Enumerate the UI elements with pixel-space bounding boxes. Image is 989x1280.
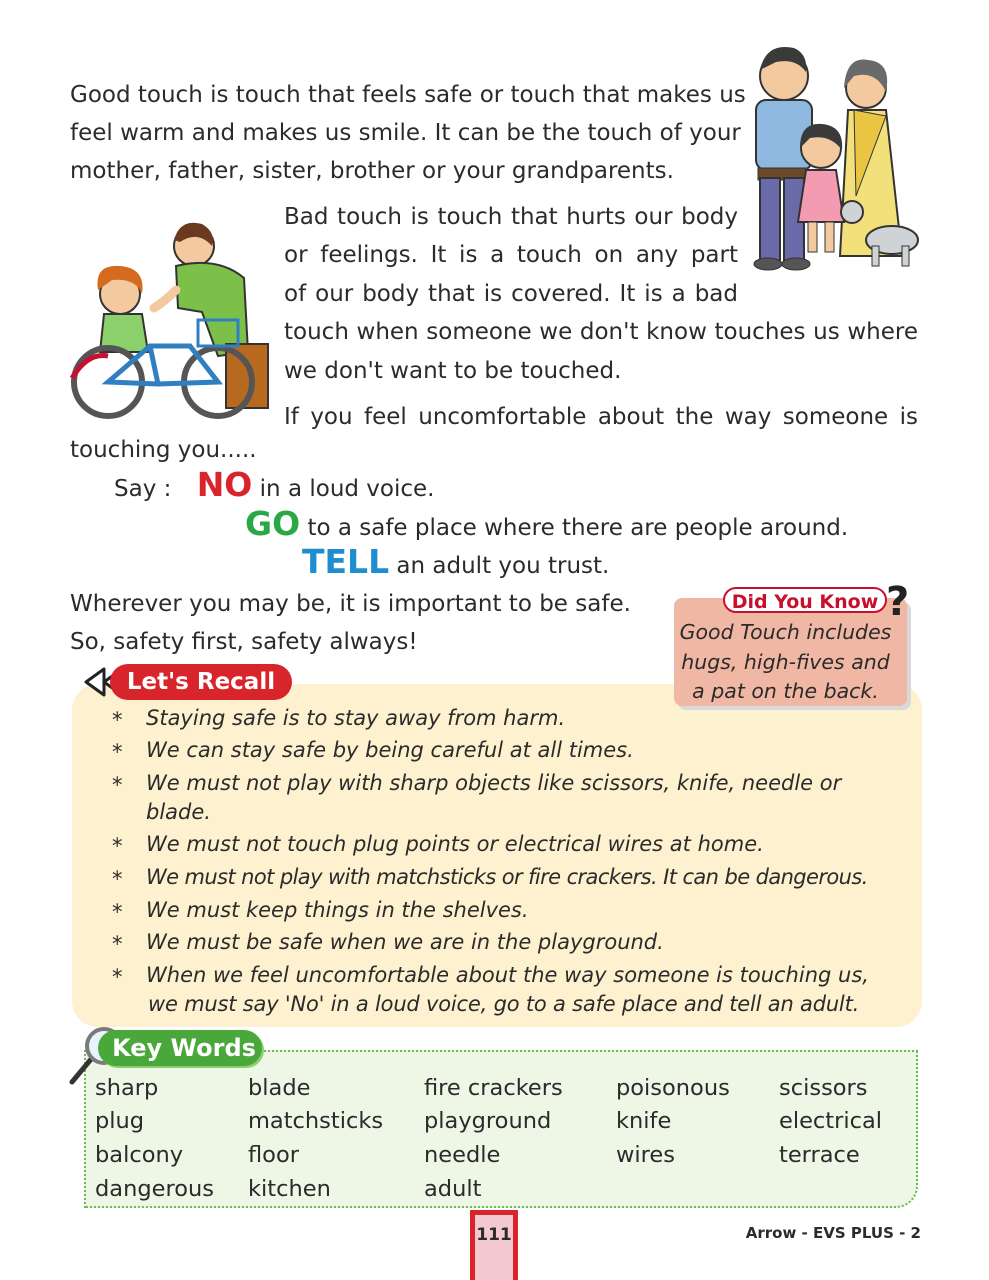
say-label: Say :	[114, 476, 172, 502]
page-number-tab	[470, 1210, 518, 1280]
recall-text: We must not play with matchsticks or fire crackers. It can be dangerous.	[146, 865, 868, 889]
go-instruction: to a safe place where there are people around.	[307, 515, 849, 541]
key-word: wires	[616, 1142, 675, 1168]
key-word: sharp	[95, 1075, 159, 1101]
question-mark-icon: ?	[886, 579, 910, 625]
text-line: touch when someone we don't know touches us where	[284, 319, 918, 345]
tell-line	[302, 543, 609, 586]
bullet: *	[112, 867, 123, 891]
recall-text: We must be safe when we are in the playground.	[146, 930, 664, 954]
key-words-title-text: Key Words	[112, 1034, 256, 1062]
no-word: NO	[196, 465, 253, 504]
text-line: of our body that is covered. It is a bad	[284, 281, 738, 307]
say-no-line	[114, 466, 435, 509]
recall-text: we must say 'No' in a loud voice, go to a safe place and tell an adult.	[148, 992, 860, 1016]
key-word: playground	[424, 1108, 552, 1134]
bullet: *	[112, 773, 123, 797]
bullet: *	[112, 965, 123, 989]
key-word: matchsticks	[248, 1108, 384, 1134]
recall-text: blade.	[146, 800, 211, 824]
text-line: we don't want to be touched.	[284, 358, 622, 384]
recall-text: We must keep things in the shelves.	[146, 898, 529, 922]
bullet: *	[112, 900, 123, 924]
tell-instruction: an adult you trust.	[396, 553, 610, 579]
key-word: balcony	[95, 1142, 184, 1168]
text-line: So, safety first, safety always!	[70, 629, 418, 655]
key-word: electrical	[779, 1108, 883, 1134]
lets-recall-title: Let's Recall	[110, 664, 292, 700]
book-title: Arrow - EVS PLUS - 2	[745, 1224, 921, 1242]
tell-word: TELL	[302, 542, 390, 581]
text-line: a pat on the back.	[692, 679, 879, 703]
bullet: *	[112, 932, 123, 956]
text-line: Wherever you may be, it is important to be safe.	[70, 591, 631, 617]
text-line: If you feel uncomfortable about the way someone is	[284, 404, 918, 430]
family-illustration	[736, 36, 926, 272]
text-line: feel warm and makes us smile. It can be the touch of your	[70, 120, 741, 146]
key-word: poisonous	[616, 1075, 730, 1101]
text-line: Bad touch is touch that hurts our body	[284, 204, 738, 230]
text-line: mother, father, sister, brother or your grandparents.	[70, 158, 674, 184]
key-word: scissors	[779, 1075, 868, 1101]
bullet: *	[112, 708, 123, 732]
did-you-know-title: Did You Know	[723, 587, 887, 613]
recall-text: We must not play with sharp objects like scissors, knife, needle or	[146, 771, 842, 795]
no-instruction: in a loud voice.	[259, 476, 435, 502]
text-line: Good touch is touch that feels safe or touch that makes us	[70, 82, 746, 108]
key-word: kitchen	[248, 1176, 331, 1202]
recall-text: When we feel uncomfortable about the way someone is touching us,	[146, 963, 869, 987]
text-line: touching you.....	[70, 437, 257, 463]
key-word: fire crackers	[424, 1075, 563, 1101]
recall-text: We can stay safe by being careful at all times.	[146, 738, 634, 762]
bullet: *	[112, 834, 123, 858]
recall-text: We must not touch plug points or electrical wires at home.	[146, 832, 764, 856]
text-line: Good Touch includes	[679, 620, 892, 644]
key-word: floor	[248, 1142, 299, 1168]
key-word: knife	[616, 1108, 672, 1134]
go-word: GO	[245, 504, 301, 543]
text-line: or feelings. It is a touch on any part	[284, 242, 738, 268]
recall-text: Staying safe is to stay away from harm.	[146, 706, 566, 730]
page-number: 111	[476, 1225, 512, 1245]
key-word: blade	[248, 1075, 311, 1101]
bicycle-illustration	[68, 212, 272, 424]
bullet: *	[112, 740, 123, 764]
did-you-know-text	[674, 618, 897, 707]
key-words-title	[98, 1030, 262, 1066]
key-word: dangerous	[95, 1176, 214, 1202]
text-line: hugs, high-fives and	[681, 649, 890, 674]
key-word: terrace	[779, 1142, 860, 1168]
key-word: plug	[95, 1108, 145, 1134]
key-word: adult	[424, 1176, 482, 1202]
key-word: needle	[424, 1142, 501, 1168]
